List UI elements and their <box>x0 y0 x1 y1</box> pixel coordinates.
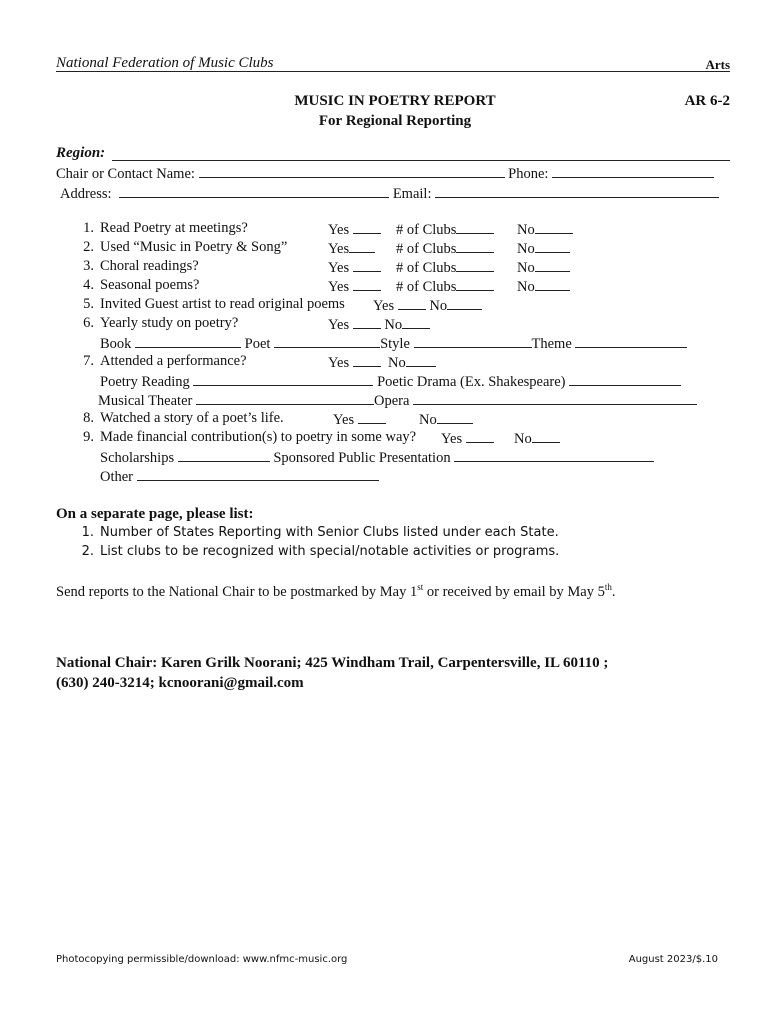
question-3: 3. Choral readings? <box>83 258 199 274</box>
phone-label: Phone: <box>508 166 549 182</box>
category-label: Arts <box>705 57 730 72</box>
q9-no-field[interactable] <box>532 429 560 443</box>
q9-sponsored-field[interactable] <box>454 448 654 462</box>
q6-no-field[interactable] <box>402 315 430 329</box>
q7-yes-field[interactable] <box>353 353 381 367</box>
phone-field[interactable] <box>552 164 714 178</box>
q7-poetic-drama-field[interactable] <box>569 372 681 386</box>
chair-address: National Chair: Karen Grilk Noorani; 425 Windham Trail, Carpentersville, IL 60110 ; <box>56 655 609 671</box>
report-subtitle: For Regional Reporting <box>318 113 472 129</box>
question-1: 1. Read Poetry at meetings? <box>83 220 248 236</box>
question-6: 6. Yearly study on poetry? <box>83 315 239 331</box>
q3-yes: Yes <box>328 260 350 276</box>
q7-opera-label: Opera <box>373 393 410 409</box>
q4-yes-field[interactable] <box>353 277 381 291</box>
address-label: Address: <box>60 186 112 202</box>
separate-page-heading: On a separate page, please list: <box>56 506 254 522</box>
q6-style-field[interactable] <box>414 334 532 348</box>
q8-no: No <box>419 412 437 428</box>
q6-poet-label: Poet <box>244 336 271 352</box>
q1-no: No <box>517 222 535 238</box>
question-2: 2. Used “Music in Poetry & Song” <box>83 239 288 255</box>
q4-yes: Yes <box>328 279 350 295</box>
q3-no-field[interactable] <box>535 258 570 272</box>
q6-book-label: Book <box>100 336 132 352</box>
address-field[interactable] <box>119 184 389 198</box>
q8-yes: Yes <box>333 412 355 428</box>
q4-no-field[interactable] <box>535 277 570 291</box>
q2-no: No <box>517 241 535 257</box>
q4-clubs: # of Clubs <box>396 279 457 295</box>
q7-poetry-reading-label: Poetry Reading <box>100 374 190 390</box>
email-field[interactable] <box>435 184 719 198</box>
q6-style-label: Style <box>380 336 410 352</box>
q6-theme-field[interactable] <box>575 334 687 348</box>
question-8: 8. Watched a story of a poet’s life. <box>83 410 284 426</box>
q5-yes-field[interactable] <box>398 296 426 310</box>
question-4: 4. Seasonal poems? <box>83 277 200 293</box>
form-code: AR 6-2 <box>684 93 730 109</box>
question-5: 5. Invited Guest artist to read original poems <box>83 296 345 312</box>
q6-book-field[interactable] <box>135 334 241 348</box>
q9-other-field[interactable] <box>137 467 379 481</box>
region-label: Region: <box>56 145 106 161</box>
q2-yes-field[interactable] <box>349 239 375 253</box>
q9-other-label: Other <box>100 469 134 485</box>
q6-yes-field[interactable] <box>353 315 381 329</box>
q8-yes-field[interactable] <box>358 410 386 424</box>
q9-no: No <box>514 431 532 447</box>
q4-no: No <box>517 279 535 295</box>
q2-clubs-field[interactable] <box>456 239 494 253</box>
q7-poetry-reading-field[interactable] <box>193 372 373 386</box>
q1-clubs-field[interactable] <box>456 220 494 234</box>
q9-yes-field[interactable] <box>466 429 494 443</box>
q7-opera-field[interactable] <box>413 391 697 405</box>
q7-musical-theater-field[interactable] <box>196 391 374 405</box>
q9-scholarships-label: Scholarships <box>100 450 175 466</box>
separate-list-item: 2. List clubs to be recognized with special/notable activities or programs. <box>81 544 560 559</box>
q1-clubs: # of Clubs <box>396 222 457 238</box>
q3-no: No <box>517 260 535 276</box>
chair-field[interactable] <box>199 164 505 178</box>
chair-contact: (630) 240-3214; kcnoorani@gmail.com <box>56 675 304 691</box>
q7-yes: Yes <box>328 355 350 371</box>
q3-clubs-field[interactable] <box>456 258 494 272</box>
report-title: MUSIC IN POETRY REPORT <box>294 93 496 109</box>
organization-name: National Federation of Music Clubs <box>56 55 274 71</box>
question-7: 7. Attended a performance? <box>83 353 247 369</box>
q1-yes-field[interactable] <box>353 220 381 234</box>
q9-sponsored-label: Sponsored Public Presentation <box>273 450 451 466</box>
footer-date-price: August 2023/$.10 <box>628 954 718 965</box>
q2-no-field[interactable] <box>535 239 570 253</box>
chair-label: Chair or Contact Name: <box>56 166 195 182</box>
q5-yes: Yes <box>373 298 395 314</box>
q3-yes-field[interactable] <box>353 258 381 272</box>
q3-clubs: # of Clubs <box>396 260 457 276</box>
q9-yes: Yes <box>441 431 463 447</box>
q1-no-field[interactable] <box>535 220 573 234</box>
q1-yes: Yes <box>328 222 350 238</box>
q7-no: No <box>387 355 406 371</box>
footer-permission: Photocopying permissible/download: www.nfmc-music.org <box>56 954 348 965</box>
q5-no-field[interactable] <box>447 296 482 310</box>
q4-clubs-field[interactable] <box>456 277 494 291</box>
q7-no-field[interactable] <box>406 353 436 367</box>
q9-scholarships-field[interactable] <box>178 448 270 462</box>
q6-poet-field[interactable] <box>274 334 380 348</box>
question-9: 9. Made financial contribution(s) to poetry in some way? <box>83 429 417 445</box>
header-rule <box>56 71 730 72</box>
q2-clubs: # of Clubs <box>396 241 457 257</box>
q6-yes: Yes <box>328 317 350 333</box>
region-field[interactable] <box>112 147 730 161</box>
q7-poetic-drama-label: Poetic Drama (Ex. Shakespeare) <box>377 374 566 390</box>
separate-list-item: 1. Number of States Reporting with Senior Clubs listed under each State. <box>81 525 559 540</box>
send-instructions: Send reports to the National Chair to be postmarked by May 1st or received by email by May 5th. <box>56 582 616 600</box>
q7-musical-theater-label: Musical Theater <box>98 393 193 409</box>
email-label: Email: <box>392 186 432 202</box>
q5-no: No <box>429 298 448 314</box>
q6-theme-label: Theme <box>531 336 572 352</box>
q6-no: No <box>384 317 403 333</box>
q2-yes: Yes <box>328 241 350 257</box>
q8-no-field[interactable] <box>437 410 473 424</box>
